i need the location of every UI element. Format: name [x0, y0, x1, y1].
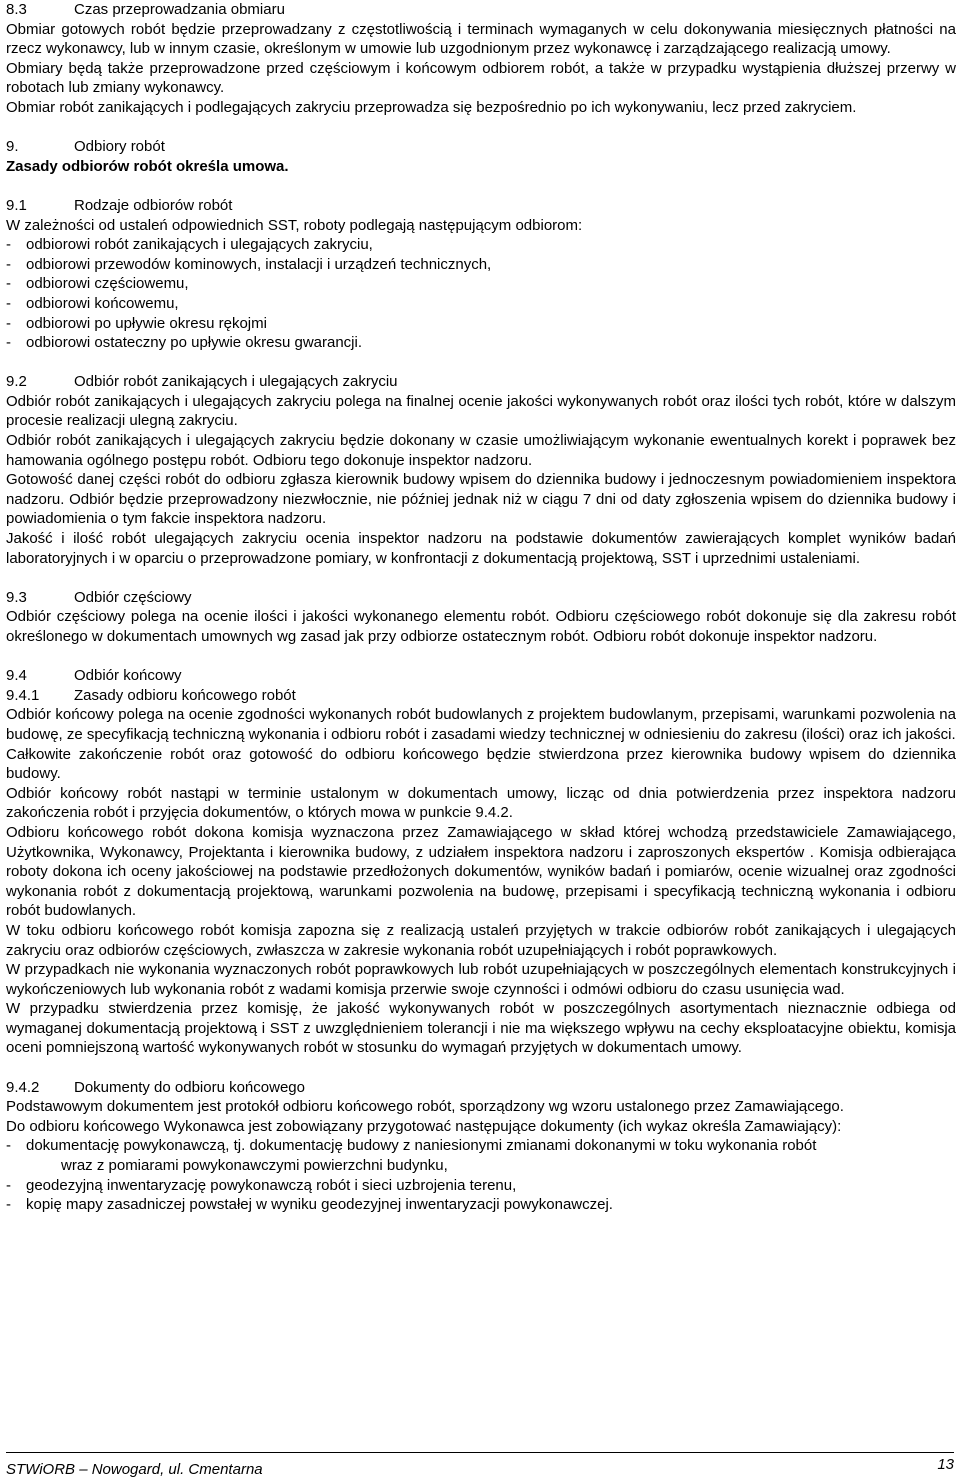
paragraph: W zależności od ustaleń odpowiednich SST, roboty podlegają następującym odbiorom:	[6, 216, 583, 234]
paragraph: Odbiór końcowy polega na ocenie zgodności wykonanych robót budowlanych z projektem budowlanym, przepisami, warunkami pozwolenia na budowę, ze specyfikacją techniczną wykonania i odbioru robót i zasadami wiedzy technicznej w odniesieniu do zakresu (ilości) oraz ich jakości.	[6, 706, 956, 743]
paragraph: Obmiary będą także przeprowadzone przed częściowym i końcowym odbiorem robót, a także w przypadku wystąpienia dłuższej przerwy w robotach lub zmiany wykonawcy.	[6, 59, 956, 97]
section-heading-9-4-1: 9.4.1 Zasady odbioru końcowego robót	[6, 686, 296, 704]
section-heading-9-1: 9.1 Rodzaje odbiorów robót	[6, 196, 233, 214]
paragraph: W przypadku stwierdzenia przez komisję, że jakość wykonywanych robót w poszczególnych asortymentach nieznacznie odbiega od wymaganej dokumentacją projektową i SST z uwzględnieniem tolerancji i nie ma większego wpływu na cechy eksploatacyjne obiektu, komisja oceni pomniejszoną wartość wykonywanych robót w stosunku do wymagań przyjętych w dokumentach umowy.	[6, 1000, 956, 1057]
paragraph: Odbiór robót zanikających i ulegających zakryciu polega na finalnej ocenie jakości wykonywanych robót oraz ilości tych robót, które w dalszym procesie realizacji ulegną zakryciu.	[6, 392, 956, 430]
section-heading-9-4: 9.4 Odbiór końcowy	[6, 667, 182, 685]
paragraph: Do odbioru końcowego Wykonawca jest zobowiązany przygotować następujące dokumenty (ich wykaz określa Zamawiający):	[6, 1117, 842, 1135]
paragraph: W przypadkach nie wykonania wyznaczonych robót poprawkowych lub robót uzupełniających w poszczególnych elementach konstrukcyjnych i wykończeniowych lub wykonania robót z wadami komisja przerwie swoje czynności i odmówi odbioru do czasu usunięcia wad.	[6, 961, 956, 998]
section-heading-9-4-2: 9.4.2 Dokumenty do odbioru końcowego	[6, 1078, 305, 1096]
paragraph: Całkowite zakończenie robót oraz gotowość do odbioru końcowego będzie stwierdzona przez kierownika budowy wpisem do dziennika budowy.	[6, 745, 956, 783]
section-heading-8-3: 8.3 Czas przeprowadzania obmiaru	[6, 1, 285, 18]
paragraph: Odbiór robót zanikających i ulegających zakryciu będzie dokonany w czasie umożliwiającym wykonanie ewentualnych korekt i poprawek bez hamowania ogólnego postępu robót. Odbioru tego dokonuje inspektor nadzoru.	[6, 432, 956, 469]
paragraph: W toku odbioru końcowego robót komisja zapozna się z realizacją ustaleń przyjętych w trakcie odbiorów robót zanikających i ulegających zakryciu oraz odbiorów częściowych, zwłaszcza w zakresie wykonania robót uzupełniających i robót poprawkowych.	[6, 921, 956, 959]
footer-title: STWiORB – Nowogard, ul. Cmentarna	[6, 1461, 263, 1478]
section-heading-9-3: 9.3 Odbiór częściowy	[6, 588, 192, 606]
paragraph: Obmiar gotowych robót będzie przeprowadzany z częstotliwością i terminach wymaganych w celu dokonywania miesięcznych płatności na rzecz wykonawcy, lub w innym czasie, określonym w umowie lub uzgodnionym przez wykonawcę i zarządzającego realizacją umowy.	[6, 20, 956, 58]
paragraph: Jakość i ilość robót ulegających zakryciu ocenia inspektor nadzoru na podstawie dokumentów zawierających komplet wyników badań laboratoryjnych i w oparciu o przeprowadzone pomiary, w konfrontacji z dokumentacją projektową, SST i uprzednimi ustaleniami.	[6, 530, 956, 567]
page-number: 13	[937, 1456, 954, 1473]
document-page	[6, 0, 956, 1215]
paragraph: Odbioru końcowego robót dokona komisja wyznaczona przez Zamawiającego w skład której wchodzą przedstawiciele Zamawiającego, Użytkownika, Wykonawcy, Projektanta i kierownika budowy, z udziałem inspektora nadzoru i zaproszonych ekspertów . Komisja odbierająca roboty dokona ich oceny jakościowej na podstawie przedłożonych dokumentów, wyników badań i pomiarów, ocenie wizualnej oraz zgodności wykonania robót z dokumentacją projektową, warunkami pozwolenia na budowę, przepisami i specyfikacją techniczną wykonania i odbioru robót budowlanych.	[6, 823, 956, 920]
section-heading-9-2: 9.2 Odbiór robót zanikających i ulegających zakryciu	[6, 373, 398, 391]
list-item: - odbiorowi przewodów kominowych, instalacji i urządzeń technicznych,	[6, 255, 492, 273]
list-item: - geodezyjną inwentaryzację powykonawczą robót i sieci uzbrojenia terenu,	[6, 1176, 517, 1194]
bold-statement: Zasady odbiorów robót określa umowa.	[6, 157, 289, 175]
paragraph: Obmiar robót zanikających i podlegających zakryciu przeprowadza się bezpośrednio po ich wykonywaniu, lecz przed zakryciem.	[6, 98, 857, 116]
list-item: - dokumentację powykonawczą, tj. dokumentację budowy z naniesionymi zmianami dokonanymi w toku wykonania robót	[6, 1137, 817, 1155]
section-heading-9: 9. Odbiory robót	[6, 138, 165, 156]
list-item: - odbiorowi częściowemu,	[6, 275, 189, 293]
paragraph: Odbiór częściowy polega na ocenie ilości i jakości wykonanego elementu robót. Odbioru częściowego robót dokonuje się dla zakresu robót określonego w dokumentach umownych wg zasad jak przy odbiorze ostatecznym robót. Odbioru robót dokonuje inspektor nadzoru.	[6, 608, 956, 645]
paragraph: Podstawowym dokumentem jest protokół odbioru końcowego robót, sporządzony wg wzoru ustalonego przez Zamawiającego.	[6, 1098, 844, 1116]
list-item: - odbiorowi po upływie okresu rękojmi	[6, 314, 267, 332]
list-item: - odbiorowi robót zanikających i ulegających zakryciu,	[6, 236, 373, 254]
list-item: - odbiorowi ostateczny po upływie okresu gwarancji.	[6, 334, 363, 352]
paragraph: Gotowość danej części robót do odbioru zgłasza kierownik budowy wpisem do dziennika budowy i jednoczesnym powiadomieniem inspektora nadzoru. Odbiór będzie przeprowadzony niezwłocznie, nie później jednak niż w ciągu 7 dni od daty zgłoszenia wpisem do dziennika budowy i powiadomienia o tym fakcie inspektora nadzoru.	[6, 471, 956, 528]
list-item-continuation: wraz z pomiarami powykonawczymi powierzchni budynku,	[61, 1157, 448, 1175]
paragraph: Odbiór końcowy robót nastąpi w terminie ustalonym w dokumentach umowy, licząc od dnia potwierdzenia przez inspektora nadzoru zakończenia robót i przyjęcia dokumentów, o których mowa w punkcie 9.4.2.	[6, 784, 956, 822]
list-item: - odbiorowi końcowemu,	[6, 294, 179, 312]
list-item: - kopię mapy zasadniczej powstałej w wyniku geodezyjnej inwentaryzacji powykonawczej.	[6, 1196, 613, 1214]
page-footer	[6, 1452, 954, 1481]
